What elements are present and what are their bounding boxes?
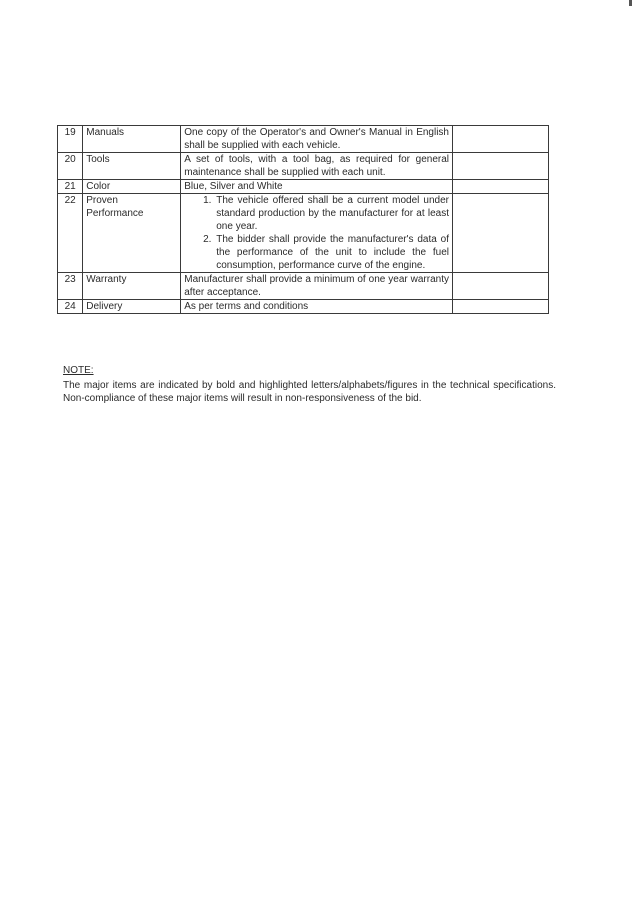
item-description: As per terms and conditions — [181, 300, 453, 314]
table-row — [58, 153, 549, 180]
remarks-cell — [453, 194, 549, 273]
row-number: 22 — [58, 194, 83, 273]
item-description: One copy of the Operator's and Owner's Manual in English shall be supplied with each vehicle. — [181, 126, 453, 153]
specification-table — [57, 125, 549, 314]
row-number: 21 — [58, 180, 83, 194]
list-item: 2. The bidder shall provide the manufacturer's data of the performance of the unit to include the fuel consumption, performance curve of the engine. — [214, 233, 449, 272]
item-name: Proven Performance — [83, 194, 181, 273]
note-section — [63, 364, 556, 406]
item-description — [181, 194, 453, 273]
list-item: 1. The vehicle offered shall be a current model under standard production by the manufacturer for at least one year. — [214, 194, 449, 233]
row-number: 24 — [58, 300, 83, 314]
remarks-cell — [453, 153, 549, 180]
note-title: NOTE: — [63, 365, 94, 376]
requirement-list — [184, 194, 449, 272]
item-name: Color — [83, 180, 181, 194]
item-description: Blue, Silver and White — [181, 180, 453, 194]
table-row — [58, 273, 549, 300]
item-description: Manufacturer shall provide a minimum of one year warranty after acceptance. — [181, 273, 453, 300]
item-name: Manuals — [83, 126, 181, 153]
item-name: Tools — [83, 153, 181, 180]
row-number: 20 — [58, 153, 83, 180]
table-row — [58, 180, 549, 194]
row-number: 23 — [58, 273, 83, 300]
remarks-cell — [453, 273, 549, 300]
item-name: Delivery — [83, 300, 181, 314]
table-row — [58, 300, 549, 314]
remarks-cell — [453, 180, 549, 194]
row-number: 19 — [58, 126, 83, 153]
table-row — [58, 126, 549, 153]
item-description: A set of tools, with a tool bag, as required for general maintenance shall be supplied with each unit. — [181, 153, 453, 180]
remarks-cell — [453, 126, 549, 153]
item-name: Warranty — [83, 273, 181, 300]
remarks-cell — [453, 300, 549, 314]
table-row — [58, 194, 549, 273]
note-text: The major items are indicated by bold and highlighted letters/alphabets/figures in the technical specifications. Non-compliance of these major items will result in non-responsiveness of the bid. — [63, 379, 556, 404]
